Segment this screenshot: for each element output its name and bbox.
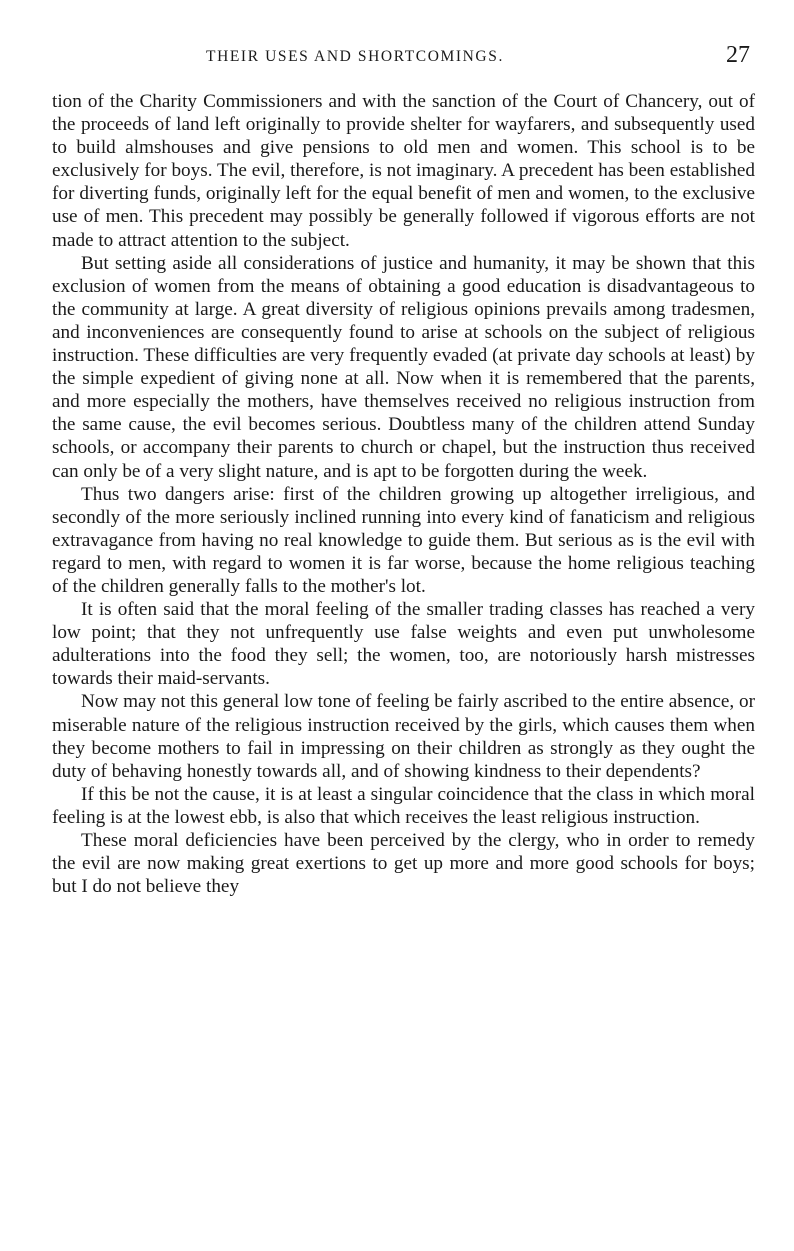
paragraph-continued: tion of the Charity Commissioners and with the sanction of the Court of Chancery, out of the proceeds of land left originally to provide shelter for wayfarers, and subsequently used to build almshouses and give pensions to old men and women. This school is to be exclusively for boys. The evil, therefore, is not imaginary. A precedent has been established for diverting funds, originally left for the equal benefit of men and women, to the exclusive use of men. This precedent may possibly be generally followed if vigorous efforts are not made to attract attention to the subject.: [52, 91, 755, 251]
page-number: 27: [726, 42, 750, 68]
paragraph: If this be not the cause, it is at least a singular coincidence that the class in which moral feeling is at the lowest ebb, is also that which receives the least religious instruction.: [52, 783, 755, 828]
paragraph: These moral deficiencies have been perceived by the clergy, who in order to remedy the evil are now making great exertions to get up more and more good schools for boys; but I do not believe they: [52, 830, 755, 898]
running-title: THEIR USES AND SHORTCOMINGS.: [206, 48, 504, 65]
paragraph: Now may not this general low tone of feeling be fairly ascribed to the entire absence, or miserable nature of the religious instruction received by the girls, which causes them when they become mothers to fail in impressing on their children as strongly as they ought the duty of behaving honestly towards all, and of showing kindness to their dependents?: [52, 691, 755, 782]
paragraph: But setting aside all considerations of justice and humanity, it may be shown that this exclusion of women from the means of obtaining a good education is disadvantageous to the community at large. A great diversity of religious opinions prevails among tradesmen, and inconveniences are consequently found to arise at schools on the subject of religious instruction. These difficulties are very frequently evaded (at private day schools at least) by the simple expedient of giving none at all. Now when it is remembered that the parents, and more especially the mothers, have themselves received no religious instruction from the same cause, the evil becomes serious. Doubtless many of the children attend Sunday schools, or accompany their parents to church or chapel, but the instruction thus received can only be of a very slight nature, and is apt to be forgotten during the week.: [52, 252, 755, 482]
running-head: [0, 44, 794, 74]
body-text: [52, 90, 755, 898]
paragraph: Thus two dangers arise: first of the children growing up altogether irreligious, and secondly of the more seriously inclined running into every kind of fanaticism and religious extravagance from having no real knowledge to guide them. But serious as is the evil with regard to men, with regard to women it is far worse, because the home religious teaching of the children generally falls to the mother's lot.: [52, 483, 755, 597]
paragraph: It is often said that the moral feeling of the smaller trading classes has reached a very low point; that they not unfrequently use false weights and even put unwholesome adulterations into the food they sell; the women, too, are notoriously harsh mistresses towards their maid-servants.: [52, 599, 755, 690]
